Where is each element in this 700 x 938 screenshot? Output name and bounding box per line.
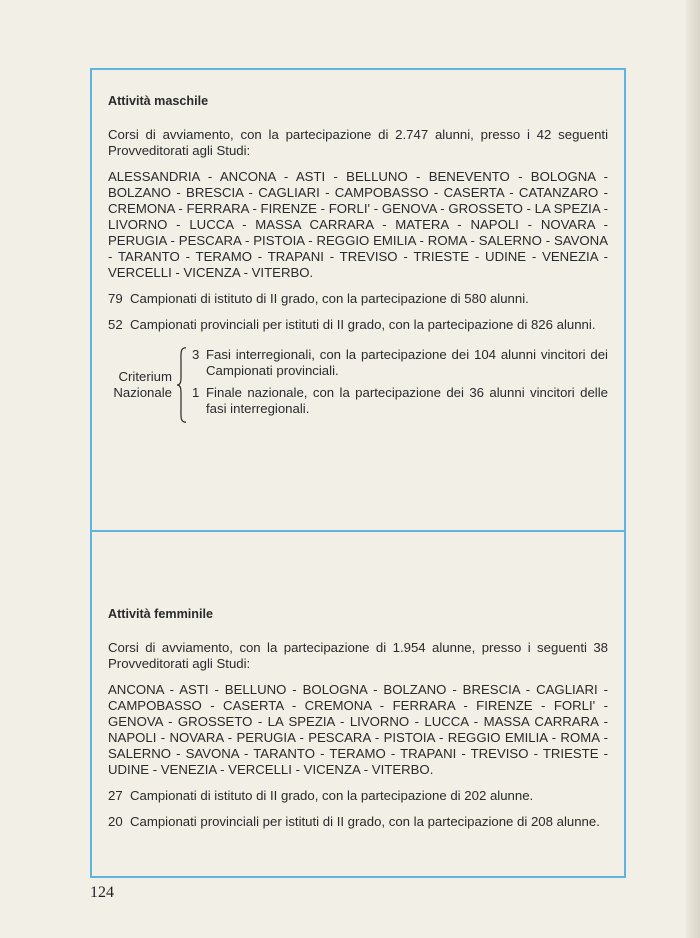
criterium-items (192, 347, 608, 423)
male-city-list: ALESSANDRIA - ANCONA - ASTI - BELLUNO - BENEVENTO - BOLOGNA - BOLZANO - BRESCIA - CAGLIARI - CAMPOBASSO - CASERTA - CATANZARO - CREMONA - FERRARA - FIRENZE - FORLI' - GENOVA - GROSSETO - LA SPEZIA - LIVORNO - LUCCA - MASSA CARRARA - MATERA - NAPOLI - NOVARA - PERUGIA - PESCARA - PISTOIA - REGGIO EMILIA - ROMA - SALERNO - SAVONA - TARANTO - TERAMO - TRAPANI - TREVISO - TRIESTE - UDINE - VENEZIA - VERCELLI - VICENZA - VITERBO. (108, 169, 608, 280)
item-number: 79 (108, 291, 123, 306)
female-intro: Corsi di avviamento, con la partecipazione di 1.954 alunne, presso i seguenti 38 Provveditorati agli Studi: (108, 640, 608, 671)
male-item-provinciali (108, 317, 608, 333)
item-number: 52 (108, 317, 123, 332)
page-edge (686, 0, 700, 938)
item-text: Campionati di istituto di II grado, con la partecipazione di 202 alunne. (130, 788, 534, 803)
criterium-label-line2: Nazionale (113, 385, 172, 400)
item-text: Finale nazionale, con la partecipazione dei 36 alunni vincitori delle fasi interregionali. (206, 385, 608, 416)
item-number: 20 (108, 814, 123, 829)
male-activity-section (108, 93, 608, 423)
criterium-item-finale (192, 385, 608, 417)
female-item-provinciali (108, 814, 608, 830)
item-text: Campionati provinciali per istituti di II grado, con la partecipazione di 826 alunni. (130, 317, 596, 332)
item-text: Fasi interregionali, con la partecipazione dei 104 alunni vincitori dei Campionati provinciali. (206, 347, 608, 378)
male-intro: Corsi di avviamento, con la partecipazione di 2.747 alunni, presso i 42 seguenti Provveditorati agli Studi: (108, 127, 608, 158)
female-city-list: ANCONA - ASTI - BELLUNO - BOLOGNA - BOLZANO - BRESCIA - CAGLIARI - CAMPOBASSO - CASERTA - CREMONA - FERRARA - FIRENZE - FORLI' - GENOVA - GROSSETO - LA SPEZIA - LIVORNO - LUCCA - MASSA CARRARA - NAPOLI - NOVARA - PERUGIA - PESCARA - PISTOIA - REGGIO EMILIA - ROMA - SALERNO - SAVONA - TARANTO - TERAMO - TRAPANI - TREVISO - TRIESTE - UDINE - VENEZIA - VERCELLI - VICENZA - VITERBO. (108, 682, 608, 777)
item-number: 1 (192, 385, 200, 400)
page-number: 124 (90, 884, 114, 901)
criterium-label (108, 369, 172, 401)
female-activity-section (108, 606, 608, 840)
item-number: 27 (108, 788, 123, 803)
male-heading: Attività maschile (108, 94, 209, 108)
female-item-istituto (108, 788, 608, 804)
criterium-label-line1: Criterium (118, 369, 172, 384)
male-item-istituto (108, 291, 608, 307)
curly-brace-icon (176, 347, 188, 423)
criterium-nazionale (108, 347, 608, 423)
section-divider (90, 530, 626, 532)
female-heading: Attività femminile (108, 607, 213, 621)
item-text: Campionati provinciali per istituti di II grado, con la partecipazione di 208 alunne. (130, 814, 600, 829)
criterium-item-fasi (192, 347, 608, 379)
item-text: Campionati di istituto di II grado, con la partecipazione di 580 alunni. (130, 291, 529, 306)
item-number: 3 (192, 347, 200, 362)
